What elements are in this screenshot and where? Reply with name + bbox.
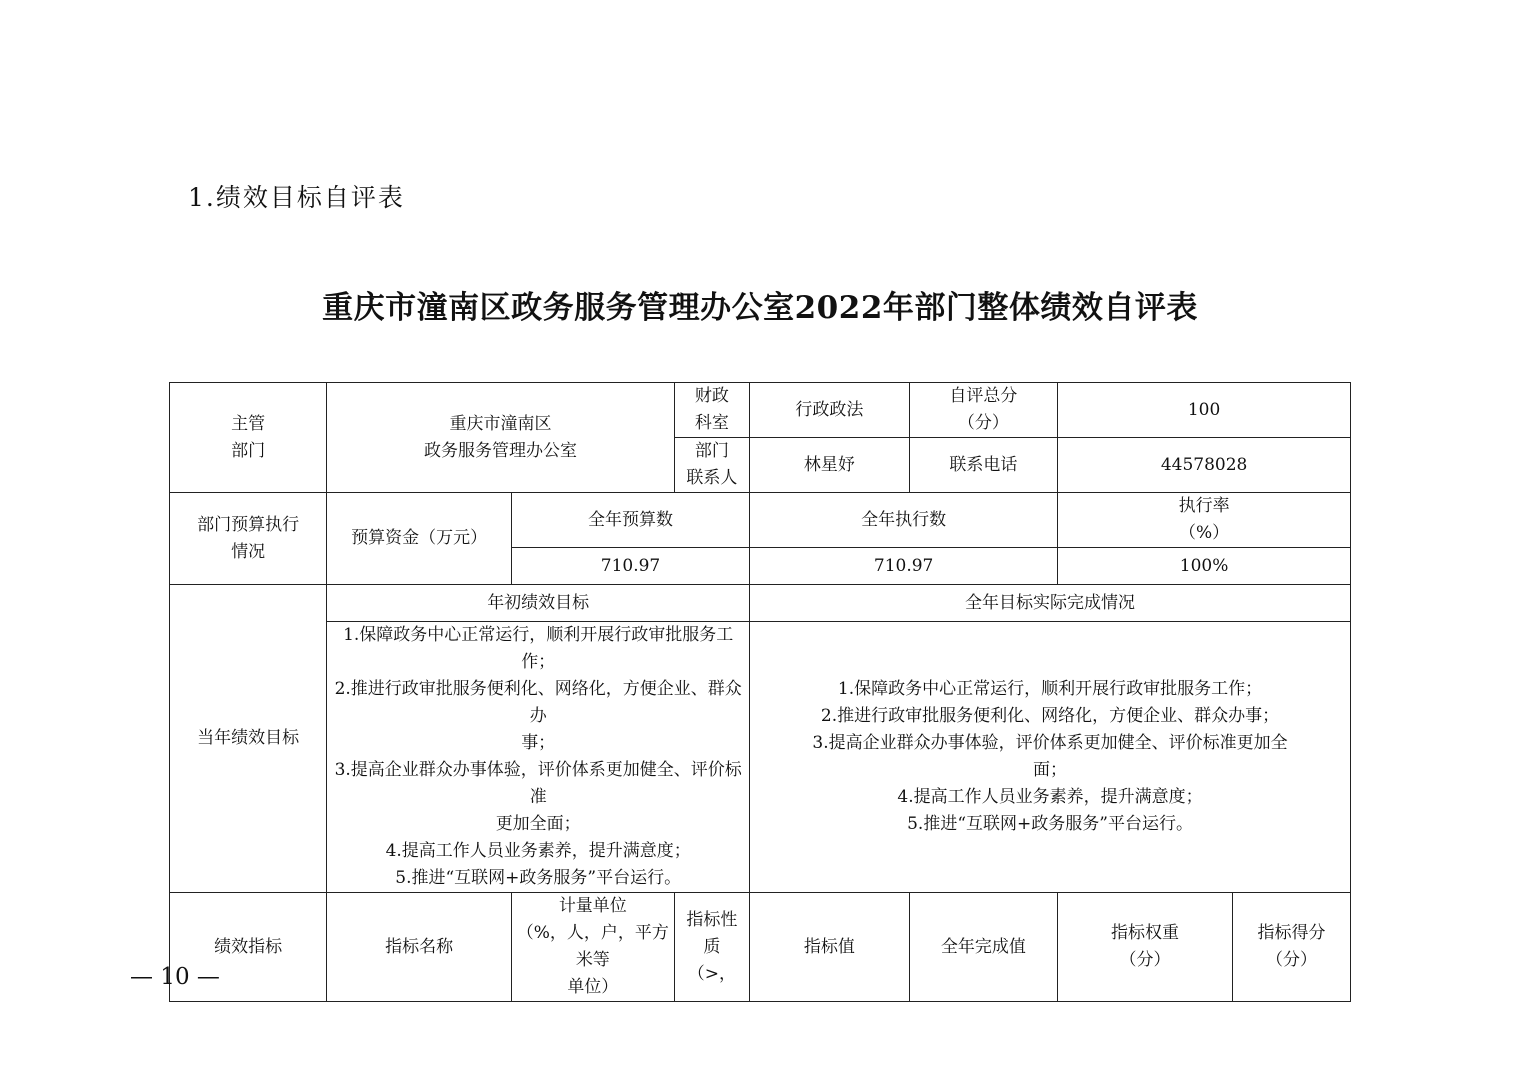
table-row: [170, 383, 1351, 438]
goals-label-cell: 当年绩效目标: [170, 585, 327, 893]
contact-name-cell: 林星妤: [750, 438, 910, 493]
actual-completion-cell: 1.保障政务中心正常运行，顺利开展行政审批服务工作； 2.推进行政审批服务便利化、网络化，方便企业、群众办事； 3.提高企业群众办事体验，评价体系更加健全、评价标准更加全 面； 4.提高工作人员业务素养，提升满意度； 5.推进“互联网+政务服务”平台运行。: [750, 622, 1351, 893]
table-row: [170, 585, 1351, 622]
indicator-name-header-cell: 指标名称: [327, 893, 512, 1002]
exec-rate-value-cell: 100%: [1058, 548, 1351, 585]
initial-goals-header-cell: 年初绩效目标: [327, 585, 750, 622]
budget-exec-label-cell: 部门预算执行 情况: [170, 493, 327, 585]
weight-header-cell: 指标权重 （分）: [1058, 893, 1233, 1002]
performance-self-evaluation-table: [169, 382, 1351, 1002]
finance-office-label-cell: 财政 科室: [674, 383, 749, 438]
contact-label-cell: 部门 联系人: [674, 438, 749, 493]
budget-funds-label-cell: 预算资金（万元）: [327, 493, 512, 585]
dept-name-cell: 重庆市潼南区 政务服务管理办公室: [327, 383, 674, 493]
actual-completion-header-cell: 全年目标实际完成情况: [750, 585, 1351, 622]
table-row: [170, 893, 1351, 1002]
finance-office-value-cell: 行政政法: [750, 383, 910, 438]
page-number: — 10 —: [130, 964, 220, 990]
annual-exec-header-cell: 全年执行数: [750, 493, 1058, 548]
table-row: [170, 622, 1351, 893]
self-score-label-cell: 自评总分 （分）: [909, 383, 1058, 438]
annual-exec-value-cell: 710.97: [750, 548, 1058, 585]
annual-completion-header-cell: 全年完成值: [909, 893, 1058, 1002]
unit-header-cell: 计量单位 （%，人，户，平方米等 单位）: [511, 893, 674, 1002]
initial-goals-cell: 1.保障政务中心正常运行，顺利开展行政审批服务工作； 2.推进行政审批服务便利化、网络化，方便企业、群众办 事； 3.提高企业群众办事体验，评价体系更加健全、评价标准 更加全面； 4.提高工作人员业务素养，提升满意度； 5.推进“互联网+政务服务”平台运行。: [327, 622, 750, 893]
document-title: 重庆市潼南区政务服务管理办公室2022年部门整体绩效自评表: [322, 290, 1198, 326]
self-score-value-cell: 100: [1058, 383, 1351, 438]
phone-label-cell: 联系电话: [909, 438, 1058, 493]
score-header-cell: 指标得分 （分）: [1232, 893, 1350, 1002]
phone-value-cell: 44578028: [1058, 438, 1351, 493]
section-heading: 1.绩效目标自评表: [188, 183, 405, 212]
table-row: [170, 493, 1351, 548]
nature-header-cell: 指标性 质 （>，: [674, 893, 749, 1002]
annual-budget-value-cell: 710.97: [511, 548, 749, 585]
exec-rate-header-cell: 执行率 （%）: [1058, 493, 1351, 548]
indicator-value-header-cell: 指标值: [750, 893, 910, 1002]
indicators-label-cell: 绩效指标: [170, 893, 327, 1002]
dept-label-cell: 主管 部门: [170, 383, 327, 493]
annual-budget-header-cell: 全年预算数: [511, 493, 749, 548]
